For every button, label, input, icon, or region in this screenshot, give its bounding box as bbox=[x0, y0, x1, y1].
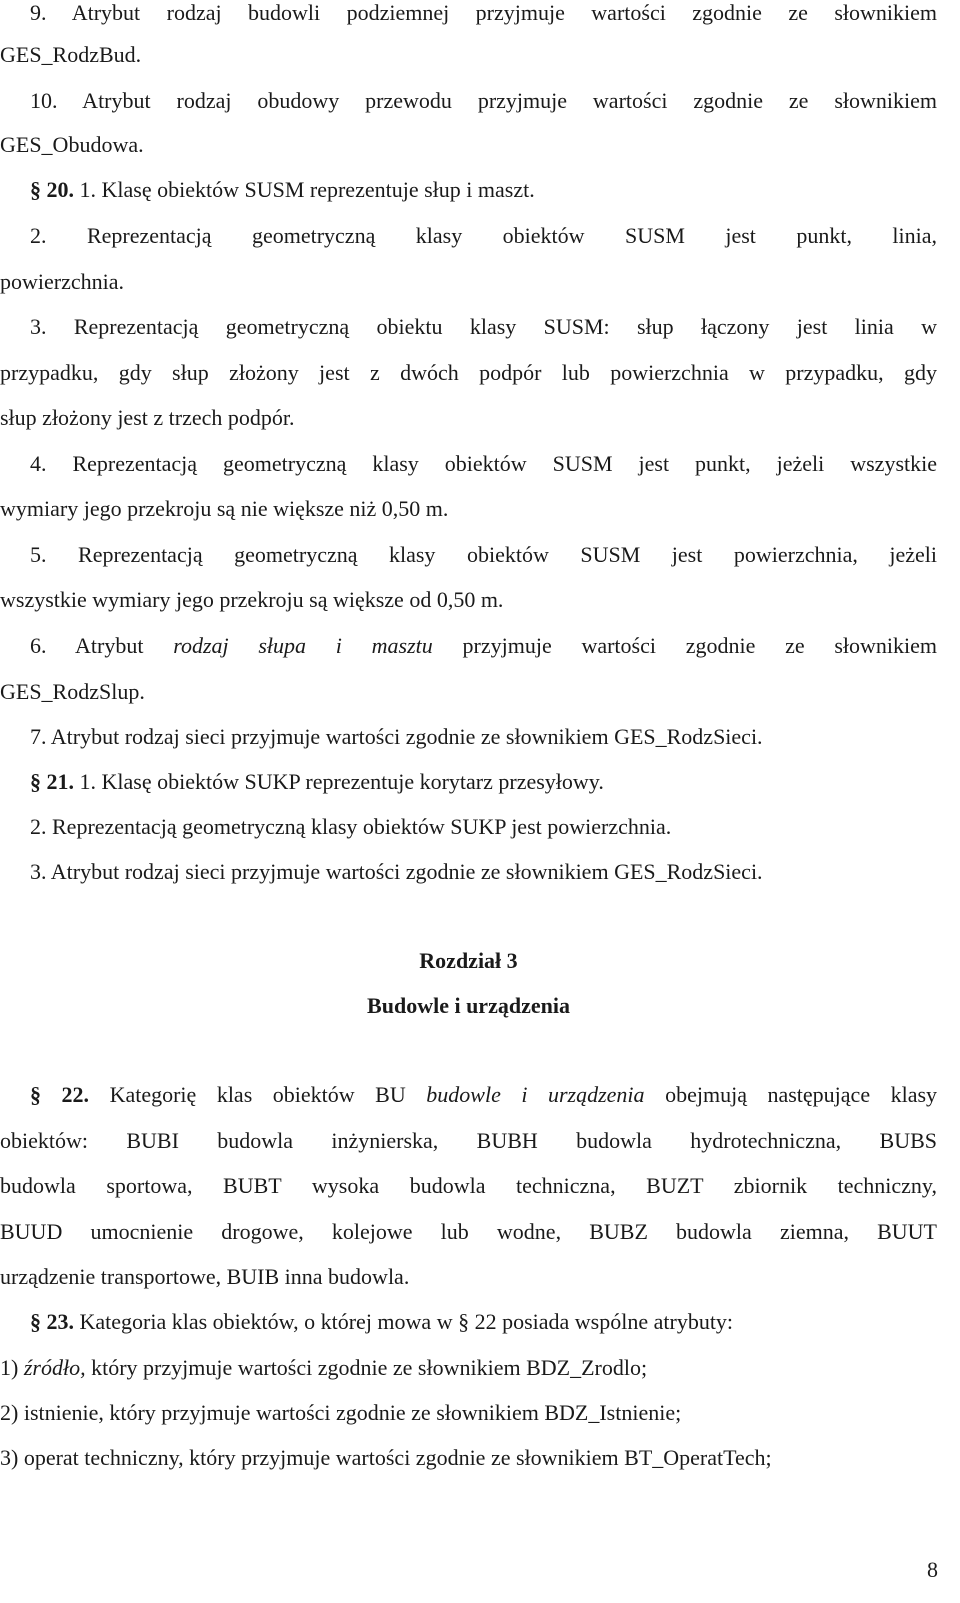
section-22-line-2: obiektów: BUBI budowla inżynierska, BUBH budowla hydrotechniczna, BUBS bbox=[0, 1128, 937, 1153]
section-20-item-1-text: 1. Klasę obiektów SUSM reprezentuje słup i maszt. bbox=[79, 177, 535, 202]
section-20-item-2-line-1: 2. Reprezentacją geometryczną klasy obiektów SUSM jest punkt, linia, bbox=[30, 223, 937, 248]
section-20-item-5-line-2: wszystkie wymiary jego przekroju są większe od 0,50 m. bbox=[0, 587, 504, 612]
chapter-title: Rozdział 3 bbox=[419, 948, 518, 973]
section-23-item-3: 3) operat techniczny, który przyjmuje wartości zgodnie ze słownikiem BT_OperatTech; bbox=[0, 1445, 772, 1470]
section-20-item-6-prefix: 6. Atrybut bbox=[30, 633, 144, 658]
paragraph-10-line-1: 10. Atrybut rodzaj obudowy przewodu przyjmuje wartości zgodnie ze słownikiem bbox=[30, 88, 937, 113]
section-20-item-3-line-3: słup złożony jest z trzech podpór. bbox=[0, 405, 295, 430]
section-23-item-2: 2) istnienie, który przyjmuje wartości zgodnie ze słownikiem BDZ_Istnienie; bbox=[0, 1400, 682, 1425]
section-20-item-4-line-1: 4. Reprezentacją geometryczną klasy obiektów SUSM jest punkt, jeżeli wszystkie bbox=[30, 451, 937, 476]
section-20-item-7: 7. Atrybut rodzaj sieci przyjmuje wartości zgodnie ze słownikiem GES_RodzSieci. bbox=[30, 724, 763, 749]
section-20-item-3-line-2: przypadku, gdy słup złożony jest z dwóch podpór lub powierzchnia w przypadku, gdy bbox=[0, 360, 937, 385]
section-mark: § bbox=[30, 1309, 41, 1334]
section-20-item-6-attribute: rodzaj słupa i masztu bbox=[173, 633, 433, 658]
section-20-item-6-line-1 bbox=[30, 631, 937, 661]
section-22-line-5: urządzenie transportowe, BUIB inna budowla. bbox=[0, 1264, 410, 1289]
section-20-item-6-suffix: przyjmuje wartości zgodnie ze słownikiem bbox=[462, 633, 938, 658]
section-mark: § bbox=[30, 1082, 41, 1107]
page-number: 8 bbox=[927, 1557, 938, 1582]
section-23-number: 23. bbox=[46, 1309, 74, 1334]
section-22-number: 22. bbox=[61, 1082, 90, 1107]
section-mark: § bbox=[30, 177, 41, 202]
section-mark: § bbox=[30, 769, 41, 794]
paragraph-9-line-2: GES_RodzBud. bbox=[0, 42, 142, 67]
paragraph-10-line-2: GES_Obudowa. bbox=[0, 132, 144, 157]
section-22-line-3: budowla sportowa, BUBT wysoka budowla techniczna, BUZT zbiornik techniczny, bbox=[0, 1173, 937, 1198]
section-23-intro-text: Kategoria klas obiektów, o której mowa w § 22 posiada wspólne atrybuty: bbox=[79, 1309, 734, 1334]
section-22-line-1 bbox=[30, 1080, 937, 1110]
section-20-item-6-line-2: GES_RodzSlup. bbox=[0, 679, 145, 704]
section-21-item-1 bbox=[30, 767, 937, 797]
section-20-item-5-line-1: 5. Reprezentacją geometryczną klasy obiektów SUSM jest powierzchnia, jeżeli bbox=[30, 542, 937, 567]
section-21-item-2: 2. Reprezentacją geometryczną klasy obiektów SUKP jest powierzchnia. bbox=[30, 814, 672, 839]
section-23-item-1-text: który przyjmuje wartości zgodnie ze słownikiem BDZ_Zrodlo; bbox=[91, 1355, 648, 1380]
section-21-number: 21. bbox=[46, 769, 74, 794]
section-22-text-suffix: obejmują następujące klasy bbox=[665, 1082, 938, 1107]
section-20-item-3-line-1: 3. Reprezentacją geometryczną obiektu klasy SUSM: słup łączony jest linia w bbox=[30, 314, 937, 339]
section-20-item-4-line-2: wymiary jego przekroju są nie większe niż 0,50 m. bbox=[0, 496, 449, 521]
chapter-subtitle: Budowle i urządzenia bbox=[367, 993, 570, 1018]
section-23-intro bbox=[30, 1307, 937, 1337]
section-22-category-name: budowle i urządzenia bbox=[426, 1082, 645, 1107]
section-22-text-prefix: Kategorię klas obiektów BU bbox=[109, 1082, 406, 1107]
section-20-number: 20. bbox=[46, 177, 74, 202]
section-23-item-1-number: 1) bbox=[0, 1355, 19, 1380]
section-23-item-1-attribute: źródło, bbox=[23, 1355, 86, 1380]
section-23-item-1 bbox=[0, 1353, 937, 1383]
section-21-item-1-text: 1. Klasę obiektów SUKP reprezentuje korytarz przesyłowy. bbox=[79, 769, 604, 794]
section-20-item-2-line-2: powierzchnia. bbox=[0, 269, 124, 294]
section-21-item-3: 3. Atrybut rodzaj sieci przyjmuje wartości zgodnie ze słownikiem GES_RodzSieci. bbox=[30, 859, 763, 884]
section-20-item-1 bbox=[30, 175, 937, 205]
paragraph-9-line-1: 9. Atrybut rodzaj budowli podziemnej przyjmuje wartości zgodnie ze słownikiem bbox=[30, 0, 937, 25]
section-22-line-4: BUUD umocnienie drogowe, kolejowe lub wodne, BUBZ budowla ziemna, BUUT bbox=[0, 1219, 937, 1244]
